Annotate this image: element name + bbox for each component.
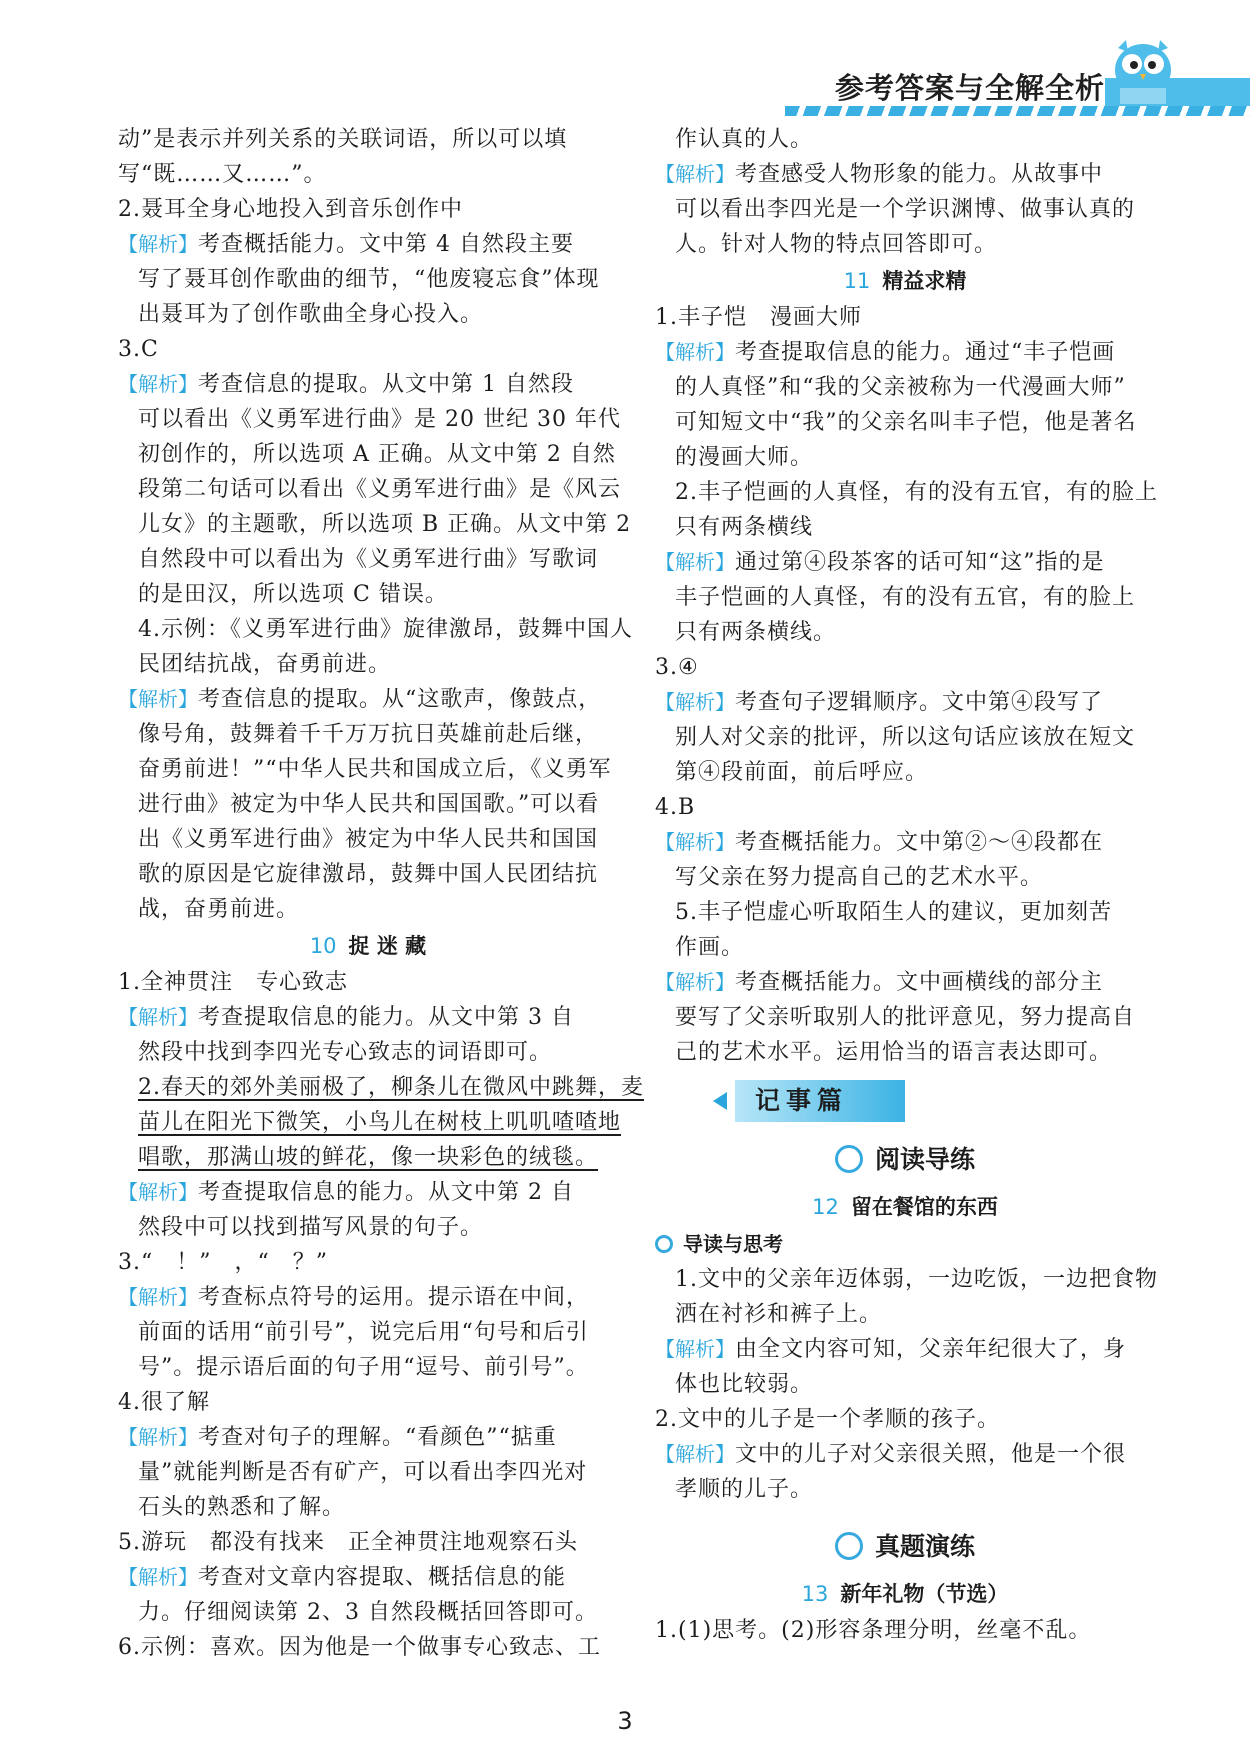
analysis-tag: 【解析】 <box>655 550 735 574</box>
section-title: 新年礼物（节选） <box>840 1582 1009 1606</box>
section-heading <box>118 927 618 965</box>
analysis-line <box>118 297 618 332</box>
line-text: 4.很了解 <box>118 1390 210 1415</box>
line-text: 唱歌，那满山坡的鲜花，像一块彩色的绒毯。 <box>138 1145 599 1170</box>
analysis-tag: 【解析】 <box>118 1180 198 1204</box>
section-number: 13 <box>801 1582 829 1606</box>
analysis-tag: 【解析】 <box>655 970 735 994</box>
analysis-line <box>655 755 1155 790</box>
line-text: 力。仔细阅读第 2、3 自然段概括回答即可。 <box>138 1600 598 1625</box>
analysis-line <box>655 580 1155 615</box>
line-text: 考查概括能力。文中画横线的部分主 <box>735 970 1104 995</box>
page-number: 3 <box>617 1707 633 1735</box>
line-text: 然段中可以找到描写风景的句子。 <box>138 1215 484 1240</box>
subheading-title: 阅读导练 <box>874 1145 975 1174</box>
line-text: 文中的儿子对父亲很关照，他是一个很 <box>735 1442 1127 1467</box>
analysis-line <box>118 1000 618 1035</box>
alarm-clock-icon <box>835 1532 863 1560</box>
analysis-line <box>655 615 1155 650</box>
line-text: 可知短文中“我”的父亲名叫丰子恺，他是著名 <box>675 410 1137 435</box>
analysis-line <box>118 822 618 857</box>
line-text: 前面的话用“前引号”，说完后用“句号和后引 <box>138 1320 589 1345</box>
text-line <box>118 965 618 1000</box>
line-text: 写“既……又……”。 <box>118 162 327 187</box>
analysis-line <box>118 472 622 507</box>
line-text: 考查信息的提取。从文中第 1 自然段 <box>198 372 574 397</box>
text-line <box>118 192 618 227</box>
analysis-line <box>118 787 618 822</box>
guide-heading <box>655 1226 1155 1262</box>
line-text: 由全文内容可知，父亲年纪很大了，身 <box>735 1337 1127 1362</box>
analysis-tag: 【解析】 <box>118 372 198 396</box>
line-text: 要写了父亲听取别人的批评意见，努力提高自 <box>675 1005 1136 1030</box>
spacer <box>655 1507 1155 1519</box>
circle-bullet-icon <box>655 1235 673 1253</box>
page-header <box>0 0 1250 120</box>
analysis-line <box>655 405 1155 440</box>
line-text: 段第二句话可以看出《义勇军进行曲》是《风云 <box>138 477 622 502</box>
analysis-line <box>118 892 618 927</box>
analysis-line <box>655 440 1155 475</box>
section-title: 精益求精 <box>882 269 967 293</box>
line-text: 奋勇前进！”“中华人民共和国成立后，《义勇军 <box>138 757 612 782</box>
section-number: 11 <box>843 269 871 293</box>
analysis-tag: 【解析】 <box>118 1565 198 1589</box>
header-title: 参考答案与全解全析 <box>834 71 1105 105</box>
subheading <box>655 1519 1155 1575</box>
analysis-line <box>118 227 618 262</box>
text-line <box>655 1297 1155 1332</box>
line-text: 只有两条横线 <box>675 515 814 540</box>
text-line <box>655 1402 1155 1437</box>
line-text: 体也比较弱。 <box>675 1372 814 1397</box>
analysis-line <box>655 157 1155 192</box>
line-text: 2.春天的郊外美丽极了，柳条儿在微风中跳舞，麦 <box>138 1075 644 1100</box>
section-title: 捉 迷 藏 <box>348 934 427 958</box>
alarm-clock-icon <box>835 1145 863 1173</box>
line-text: 的人真怪”和“我的父亲被称为一代漫画大师” <box>675 375 1126 400</box>
line-text: 出《义勇军进行曲》被定为中华人民共和国国 <box>138 827 599 852</box>
line-text: 2.丰子恺画的人真怪，有的没有五官，有的脸上 <box>675 480 1158 505</box>
line-text: 作画。 <box>675 935 745 960</box>
line-text: 写了聂耳创作歌曲的细节，“他废寝忘食”体现 <box>138 267 600 292</box>
analysis-tag: 【解析】 <box>655 162 735 186</box>
analysis-line <box>118 437 618 472</box>
text-line <box>118 157 618 192</box>
analysis-line <box>118 402 621 437</box>
analysis-line <box>118 1560 618 1595</box>
section-heading <box>655 262 1155 300</box>
analysis-line <box>118 542 618 577</box>
line-text: 考查提取信息的能力。从文中第 3 自 <box>198 1005 574 1030</box>
line-text: 考查标点符号的运用。提示语在中间， <box>198 1285 590 1310</box>
line-text: 考查概括能力。文中第 4 自然段主要 <box>198 232 574 257</box>
analysis-line <box>655 1437 1155 1472</box>
line-text: 通过第④段茶客的话可知“这”指的是 <box>735 550 1105 575</box>
analysis-line <box>118 1455 618 1490</box>
line-text: 4.B <box>655 795 696 820</box>
analysis-line <box>118 262 618 297</box>
analysis-line <box>655 227 1155 262</box>
text-line <box>118 1630 618 1665</box>
text-line <box>118 612 633 647</box>
line-text: 苗儿在阳光下微笑，小鸟儿在树枝上叽叽喳喳地 <box>138 1110 622 1135</box>
line-text: 洒在衬衫和裤子上。 <box>675 1302 883 1327</box>
analysis-tag: 【解析】 <box>118 232 198 256</box>
line-text: 3.④ <box>655 655 699 680</box>
analysis-line <box>118 1175 618 1210</box>
text-line <box>118 332 618 367</box>
analysis-line <box>655 1035 1155 1070</box>
line-text: 考查对文章内容提取、概括信息的能 <box>198 1565 567 1590</box>
analysis-line <box>118 717 618 752</box>
analysis-tag: 【解析】 <box>118 1425 198 1449</box>
line-text: 考查感受人物形象的能力。从故事中 <box>735 162 1104 187</box>
line-text: 量”就能判断是否有矿产，可以看出李四光对 <box>138 1460 588 1485</box>
analysis-line <box>118 1490 618 1525</box>
line-text: 3.C <box>118 337 159 362</box>
text-line <box>655 930 1155 965</box>
line-text: 考查句子逻辑顺序。文中第④段写了 <box>735 690 1104 715</box>
analysis-line <box>655 335 1155 370</box>
line-text: 丰子恺画的人真怪，有的没有五官，有的脸上 <box>675 585 1136 610</box>
text-line <box>118 1525 618 1560</box>
analysis-tag: 【解析】 <box>655 690 735 714</box>
subheading <box>655 1132 1155 1188</box>
section-heading <box>655 1575 1155 1613</box>
line-text: 可以看出李四光是一个学识渊博、做事认真的 <box>675 197 1136 222</box>
text-line <box>655 510 1155 545</box>
line-text: 写父亲在努力提高自己的艺术水平。 <box>675 865 1044 890</box>
text-line <box>655 650 1155 685</box>
line-text: 作认真的人。 <box>675 127 814 152</box>
text-line <box>655 1613 1155 1648</box>
line-text: 己的艺术水平。运用恰当的语言表达即可。 <box>675 1040 1113 1065</box>
text-line <box>118 1105 622 1140</box>
line-text: 人。针对人物的特点回答即可。 <box>675 232 998 257</box>
text-line <box>118 1070 644 1105</box>
text-line <box>655 475 1158 510</box>
line-text: 动”是表示并列关系的关联词语，所以可以填 <box>118 127 568 152</box>
analysis-line <box>118 367 618 402</box>
section-title: 留在餐馆的东西 <box>850 1195 998 1219</box>
line-text: 石头的熟悉和了解。 <box>138 1495 346 1520</box>
line-text: 号”。提示语后面的句子用“逗号、前引号”。 <box>138 1355 589 1380</box>
text-line <box>118 647 618 682</box>
line-text: 可以看出《义勇军进行曲》是 20 世纪 30 年代 <box>138 407 621 432</box>
line-text: 2.聂耳全身心地投入到音乐创作中 <box>118 197 463 222</box>
analysis-line <box>118 577 618 612</box>
text-line <box>118 1245 618 1280</box>
analysis-line <box>655 1332 1155 1367</box>
banner-label: 记事篇 <box>735 1080 905 1122</box>
owl-mascot-icon <box>1108 30 1178 108</box>
analysis-line <box>655 1367 1155 1402</box>
text-line <box>655 122 1155 157</box>
line-text: 初创作的，所以选项 A 正确。从文中第 2 自然 <box>138 442 616 467</box>
category-banner <box>655 1070 1155 1132</box>
analysis-line <box>118 1280 618 1315</box>
line-text: 的是田汉，所以选项 C 错误。 <box>138 582 448 607</box>
subheading-title: 真题演练 <box>874 1532 975 1561</box>
guide-title: 导读与思考 <box>683 1232 783 1256</box>
analysis-line <box>655 965 1155 1000</box>
line-text: 考查信息的提取。从“这歌声，像鼓点， <box>198 687 602 712</box>
line-text: 儿女》的主题歌，所以选项 B 正确。从文中第 2 <box>138 512 632 537</box>
analysis-line <box>118 507 632 542</box>
arrow-left-icon <box>713 1092 727 1110</box>
section-number: 12 <box>812 1195 839 1219</box>
analysis-line <box>655 825 1155 860</box>
line-text: 歌的原因是它旋律激昂，鼓舞中国人民团结抗 <box>138 862 599 887</box>
line-text: 5.游玩 都没有找来 正全神贯注地观察石头 <box>118 1530 578 1555</box>
line-text: 1.文中的父亲年迈体弱，一边吃饭，一边把食物 <box>675 1267 1158 1292</box>
analysis-line <box>118 682 618 717</box>
analysis-line <box>118 752 618 787</box>
line-text: 只有两条横线。 <box>675 620 837 645</box>
line-text: 2.文中的儿子是一个孝顺的孩子。 <box>655 1407 1000 1432</box>
text-line <box>655 300 1155 335</box>
analysis-line <box>118 1315 618 1350</box>
analysis-line <box>655 860 1155 895</box>
line-text: 的漫画大师。 <box>675 445 814 470</box>
analysis-line <box>655 1000 1155 1035</box>
analysis-line <box>655 545 1155 580</box>
analysis-line <box>118 1350 618 1385</box>
analysis-line <box>118 1595 618 1630</box>
line-text: 孝顺的儿子。 <box>675 1477 814 1502</box>
line-text: 然段中找到李四光专心致志的词语即可。 <box>138 1040 553 1065</box>
analysis-tag: 【解析】 <box>655 340 735 364</box>
line-text: 考查提取信息的能力。从文中第 2 自 <box>198 1180 574 1205</box>
analysis-tag: 【解析】 <box>655 1337 735 1361</box>
line-text: 考查概括能力。文中第②～④段都在 <box>735 830 1104 855</box>
analysis-line <box>118 1210 618 1245</box>
analysis-tag: 【解析】 <box>655 830 735 854</box>
analysis-line <box>655 685 1155 720</box>
text-line <box>118 1140 618 1175</box>
line-text: 像号角，鼓舞着千千万万抗日英雄前赴后继， <box>138 722 599 747</box>
section-number: 10 <box>309 934 337 958</box>
analysis-line <box>655 192 1155 227</box>
analysis-tag: 【解析】 <box>118 1005 198 1029</box>
line-text: 别人对父亲的批评，所以这句话应该放在短文 <box>675 725 1136 750</box>
line-text: 4.示例：《义勇军进行曲》旋律激昂，鼓舞中国人 <box>138 617 633 642</box>
line-text: 考查对句子的理解。“看颜色”“掂重 <box>198 1425 557 1450</box>
right-column <box>655 122 1158 1648</box>
analysis-tag: 【解析】 <box>118 687 198 711</box>
text-line <box>655 1262 1158 1297</box>
text-line <box>655 790 1155 825</box>
left-column <box>118 122 644 1665</box>
line-text: 1.(1)思考。(2)形容条理分明，丝毫不乱。 <box>655 1618 1092 1643</box>
text-line <box>118 1385 618 1420</box>
line-text: 自然段中可以看出为《义勇军进行曲》写歌词 <box>138 547 599 572</box>
line-text: 进行曲》被定为中华人民共和国国歌。”可以看 <box>138 792 600 817</box>
line-text: 考查提取信息的能力。通过“丰子恺画 <box>735 340 1116 365</box>
line-text: 6.示例：喜欢。因为他是一个做事专心致志、工 <box>118 1635 601 1660</box>
analysis-line <box>118 857 618 892</box>
line-text: 出聂耳为了创作歌曲全身心投入。 <box>138 302 484 327</box>
line-text: 5.丰子恺虚心听取陌生人的建议，更加刻苦 <box>675 900 1112 925</box>
analysis-tag: 【解析】 <box>118 1285 198 1309</box>
line-text: 1.全神贯注 专心致志 <box>118 970 348 995</box>
line-text: 第④段前面，前后呼应。 <box>675 760 929 785</box>
text-line <box>118 122 618 157</box>
analysis-line <box>655 1472 1155 1507</box>
analysis-line <box>118 1420 618 1455</box>
analysis-line <box>655 720 1155 755</box>
analysis-line <box>118 1035 618 1070</box>
section-heading <box>655 1188 1155 1226</box>
line-text: 1.丰子恺 漫画大师 <box>655 305 862 330</box>
line-text: 3.“ ！” ，“ ？” <box>118 1250 328 1275</box>
analysis-tag: 【解析】 <box>655 1442 735 1466</box>
line-text: 民团结抗战，奋勇前进。 <box>138 652 392 677</box>
header-stripe <box>785 106 1250 116</box>
analysis-line <box>655 370 1155 405</box>
text-line <box>655 895 1155 930</box>
line-text: 战，奋勇前进。 <box>138 897 300 922</box>
